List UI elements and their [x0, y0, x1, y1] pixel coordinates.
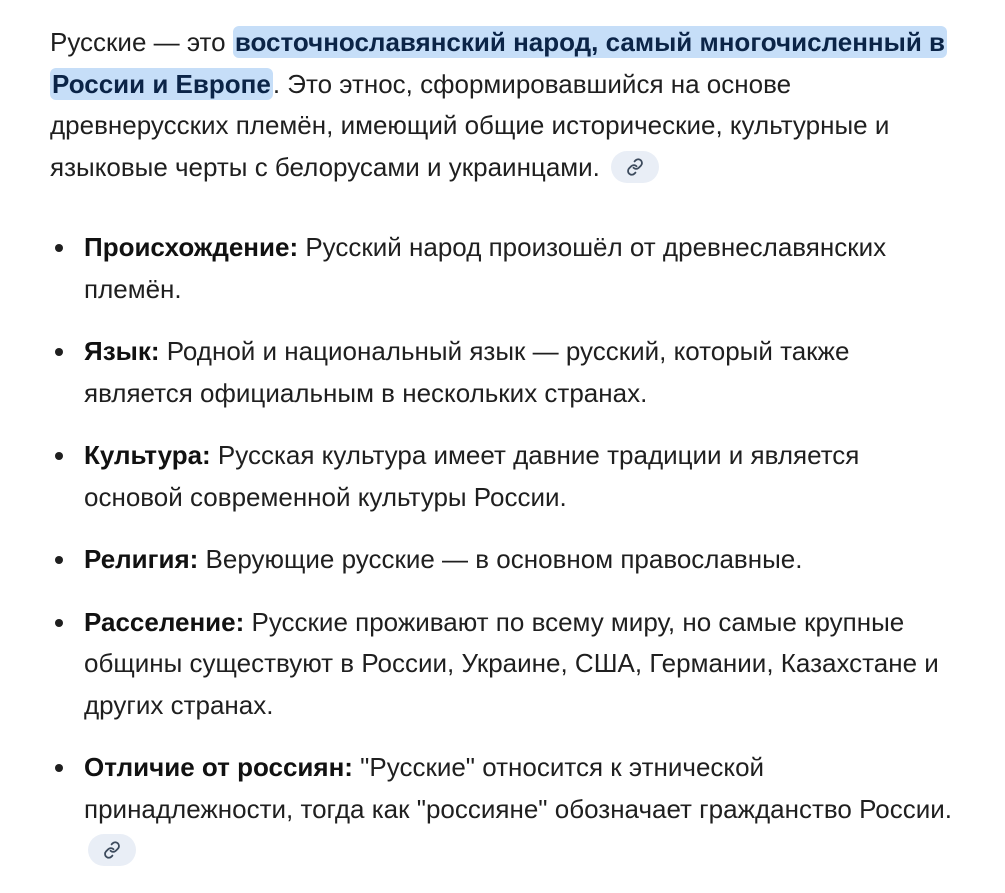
list-item-religion — [50, 539, 955, 581]
bullet-icon — [55, 764, 63, 772]
source-link-button[interactable] — [88, 834, 136, 866]
bullet-icon — [55, 452, 63, 460]
fact-term: Культура: — [84, 440, 211, 470]
source-link-button[interactable] — [611, 151, 659, 183]
fact-term: Отличие от россиян: — [84, 752, 353, 782]
bullet-icon — [55, 556, 63, 564]
list-item-language — [50, 331, 955, 414]
fact-text: Русский народ произошёл от древнеславянских племён. — [84, 232, 887, 304]
fact-term: Происхождение: — [84, 232, 299, 262]
intro-lead-text: Русские — это — [50, 27, 233, 57]
bullet-icon — [55, 619, 63, 627]
fact-text: Верующие русские — в основном православные. — [198, 544, 803, 574]
fact-text: Родной и национальный язык — русский, который также является официальным в нескольких странах. — [84, 336, 850, 408]
fact-text: Русская культура имеет давние традиции и является основой современной культуры России. — [84, 440, 860, 512]
list-item-origin — [50, 227, 955, 310]
list-item-distinction — [50, 747, 955, 872]
highlighted-definition[interactable]: восточнославянский народ, самый многочисленный в России и Европе — [52, 27, 946, 99]
link-icon — [626, 158, 644, 176]
fact-text: Русские проживают по всему миру, но самые крупные общины существуют в России, Украине, США, Германии, Казахстане и других странах. — [84, 606, 939, 720]
bullet-icon — [55, 348, 63, 356]
intro-rest-text: . Это этнос, сформировавшийся на основе древнерусских племён, имеющий общие исторические, культурные и языковые черты с белорусами и украинцами. — [50, 68, 890, 182]
fact-term: Язык: — [84, 336, 160, 366]
link-icon — [103, 841, 121, 859]
fact-term: Религия: — [84, 544, 199, 574]
intro-paragraph — [50, 22, 955, 188]
facts-list — [50, 227, 955, 872]
bullet-icon — [55, 244, 63, 252]
fact-term: Расселение: — [84, 606, 245, 637]
fact-text: "Русские" относится к этнической принадлежности, тогда как "россияне" обозначает гражданство России. — [84, 752, 953, 824]
list-item-culture — [50, 435, 955, 518]
list-item-settlement — [50, 602, 955, 727]
